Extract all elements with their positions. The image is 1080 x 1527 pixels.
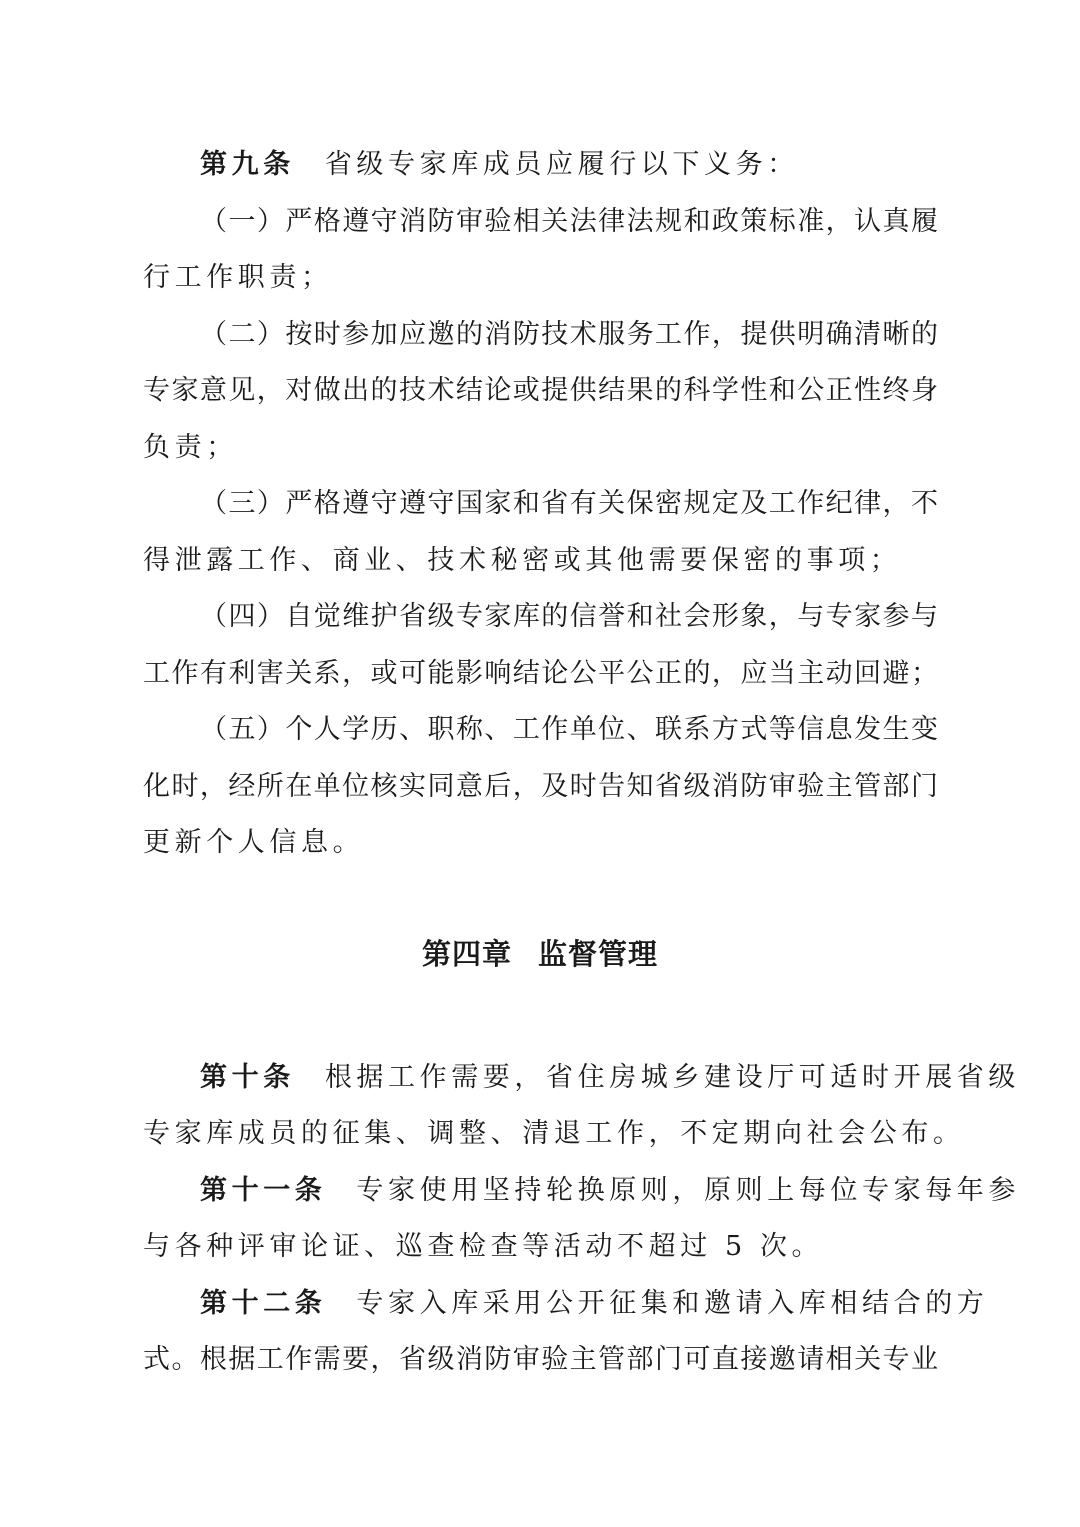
article-9-item-2-line-3: 负责； xyxy=(143,432,238,463)
article-10-text-1: 根据工作需要，省住房城乡建设厅可适时开展省级 xyxy=(324,1062,1021,1093)
article-9-item-5-line-3: 更新个人信息。 xyxy=(143,827,365,858)
article-12-label: 第十二条 xyxy=(200,1288,327,1319)
chapter-4-label: 第四章 xyxy=(421,937,512,971)
chapter-4-heading xyxy=(0,932,1080,976)
article-9-item-1-line-2: 行工作职责； xyxy=(143,262,333,293)
article-11-line-1 xyxy=(200,1171,1021,1211)
article-9-item-1-line-1: （一）严格遵守消防审验相关法律法规和政策标准，认真履 xyxy=(200,206,938,237)
article-11-label: 第十一条 xyxy=(200,1175,327,1206)
article-11-text-1: 专家使用坚持轮换原则，原则上每位专家每年参 xyxy=(356,1175,1021,1206)
article-9-item-2-line-1: （二）按时参加应邀的消防技术服务工作，提供明确清晰的 xyxy=(200,319,938,350)
article-9-item-4-line-1: （四）自觉维护省级专家库的信誉和社会形象，与专家参与 xyxy=(200,601,938,632)
article-10-label: 第十条 xyxy=(200,1062,295,1093)
article-12-text-1: 专家入库采用公开征集和邀请入库相结合的方 xyxy=(356,1288,989,1319)
article-9-heading xyxy=(200,145,938,185)
chapter-4-title: 监督管理 xyxy=(538,937,659,971)
article-9-item-5-line-1: （五）个人学历、职称、工作单位、联系方式等信息发生变 xyxy=(200,714,938,745)
article-9-item-3-line-1: （三）严格遵守遵守国家和省有关保密规定及工作纪律，不 xyxy=(200,488,938,519)
article-10-line-2: 专家库成员的征集、调整、清退工作，不定期向社会公布。 xyxy=(143,1118,965,1149)
article-9-item-4-line-2: 工作有利害关系，或可能影响结论公平公正的，应当主动回避； xyxy=(143,658,938,689)
article-9-intro: 省级专家库成员应履行以下义务： xyxy=(324,149,799,180)
article-10-line-1 xyxy=(200,1058,1021,1098)
article-11-line-2: 与各种评审论证、巡查检查等活动不超过 5 次。 xyxy=(143,1231,824,1262)
article-9-label: 第九条 xyxy=(200,149,295,180)
article-9-item-5-line-2: 化时，经所在单位核实同意后，及时告知省级消防审验主管部门 xyxy=(143,771,938,802)
article-12-line-2: 式。根据工作需要，省级消防审验主管部门可直接邀请相关专业 xyxy=(143,1344,938,1375)
article-9-item-3-line-2: 得泄露工作、商业、技术秘密或其他需要保密的事项； xyxy=(143,545,902,576)
article-12-line-1 xyxy=(200,1284,989,1324)
article-9-item-2-line-2: 专家意见，对做出的技术结论或提供结果的科学性和公正性终身 xyxy=(143,375,938,406)
